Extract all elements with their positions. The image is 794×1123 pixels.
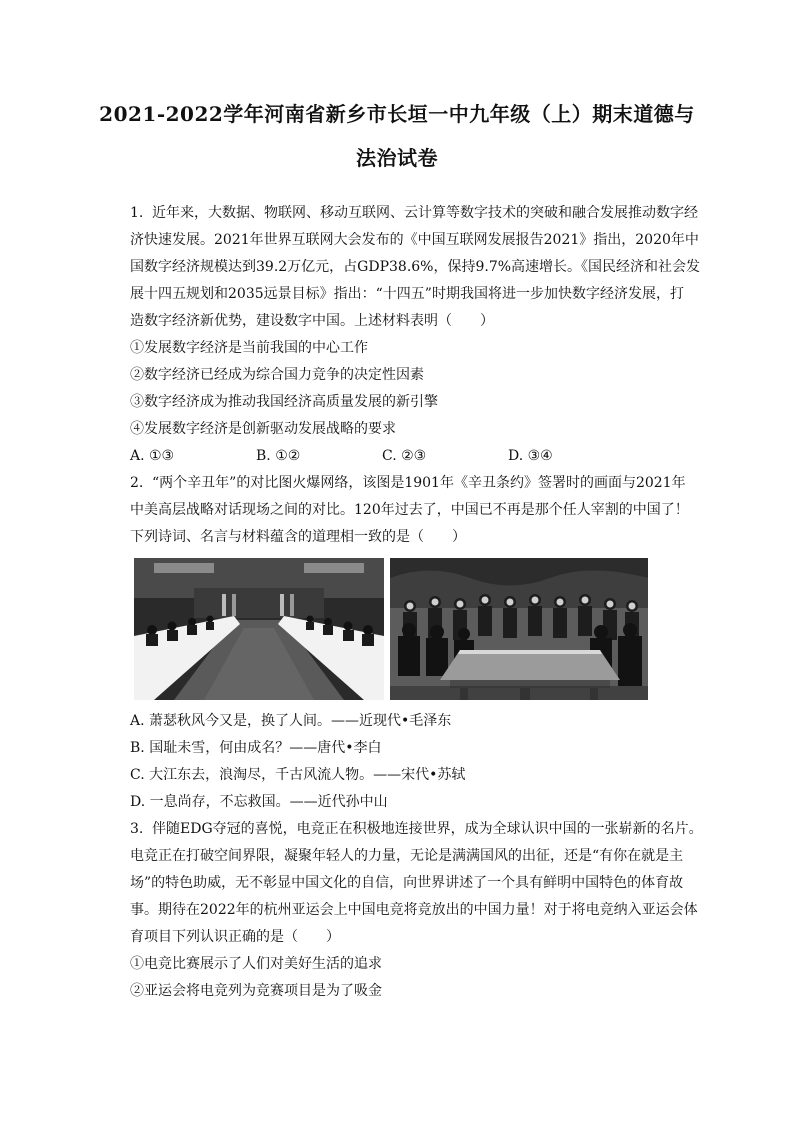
exam-title-line1: 2021-2022学年河南省新乡市长垣一中九年级（上）期末道德与 (99, 102, 695, 126)
statement-4: ④发展数字经济是创新驱动发展战略的要求 (130, 421, 396, 437)
option-b: B. 国耻未雪，何由成名？——唐代•李白 (130, 740, 382, 756)
question-2 (130, 470, 700, 551)
photo-1901-treaty-signing (390, 558, 648, 700)
option-a: A. 萧瑟秋风今又是，换了人间。——近现代•毛泽东 (130, 713, 452, 729)
question-3-line-3: 场”的特色助威，无不彰显中国文化的自信，向世界讲述了一个具有鲜明中国特色的体育故 (130, 875, 684, 891)
option-d: D. ③④ (508, 448, 553, 464)
question-3-line-5: 育项目下列认识正确的是（ ） (130, 929, 340, 945)
question-2-number: 2. (130, 475, 144, 491)
photo-2021-dialogue (134, 558, 384, 700)
question-1-line-1: 近年来，大数据、物联网、移动互联网、云计算等数字技术的突破和融合发展推动数字经 (152, 205, 698, 221)
question-2-line-3: 下列诗词、名言与材料蕴含的道理相一致的是（ ） (130, 529, 466, 545)
statement-1: ①电竞比赛展示了人们对美好生活的追求 (130, 956, 382, 972)
option-a: A. ①③ (130, 448, 175, 464)
statement-3: ③数字经济成为推动我国经济高质量发展的新引擎 (130, 394, 438, 410)
question-2-line-1: “两个辛丑年”的对比图火爆网络，该图是1901年《辛丑条约》签署时的画面与2021年 (152, 475, 686, 491)
exam-title-line2: 法治试卷 (356, 146, 438, 170)
option-b: B. ①② (256, 448, 301, 464)
statement-1: ①发展数字经济是当前我国的中心工作 (130, 340, 368, 356)
question-2-options (130, 708, 690, 816)
statement-2: ②亚运会将电竞列为竞赛项目是为了吸金 (130, 983, 382, 999)
question-1-line-4: 展十四五规划和2035远景目标》指出：“十四五”时期我国将进一步加快数字经济发展，打 (130, 286, 684, 302)
question-3-line-2: 电竞正在打破空间界限，凝聚年轻人的力量，无论是满满国风的出征，还是“有你在就是主 (130, 848, 684, 864)
exam-title (0, 92, 794, 180)
question-3-line-1: 伴随EDG夺冠的喜悦，电竞正在积极地连接世界，成为全球认识中国的一张崭新的名片。 (152, 821, 703, 837)
question-3-number: 3. (130, 821, 144, 837)
option-c: C. 大江东去，浪淘尽，千古风流人物。——宋代•苏轼 (130, 767, 466, 783)
question-2-line-2: 中美高层战略对话现场之间的对比。120年过去了，中国已不再是那个任人宰割的中国了！ (130, 502, 689, 518)
question-1 (130, 200, 700, 443)
question-3-line-4: 事。期待在2022年的杭州亚运会上中国电竞将竞放出的中国力量！对于将电竞纳入亚运会体 (130, 902, 698, 918)
option-c: C. ②③ (382, 448, 427, 464)
question-3 (130, 816, 703, 1005)
question-1-options (130, 443, 690, 470)
statement-2: ②数字经济已经成为综合国力竞争的决定性因素 (130, 367, 424, 383)
question-1-line-2: 济快速发展。2021年世界互联网大会发布的《中国互联网发展报告2021》指出，2020年中 (130, 232, 699, 248)
question-1-line-5: 造数字经济新优势，建设数字中国。上述材料表明（ ） (130, 313, 494, 329)
question-1-number: 1. (130, 205, 144, 221)
question-1-line-3: 国数字经济规模达到39.2万亿元，占GDP38.6%，保持9.7%高速增长。《国民经济和社会发 (130, 259, 701, 275)
option-d: D. 一息尚存，不忘救国。——近代孙中山 (130, 794, 388, 810)
